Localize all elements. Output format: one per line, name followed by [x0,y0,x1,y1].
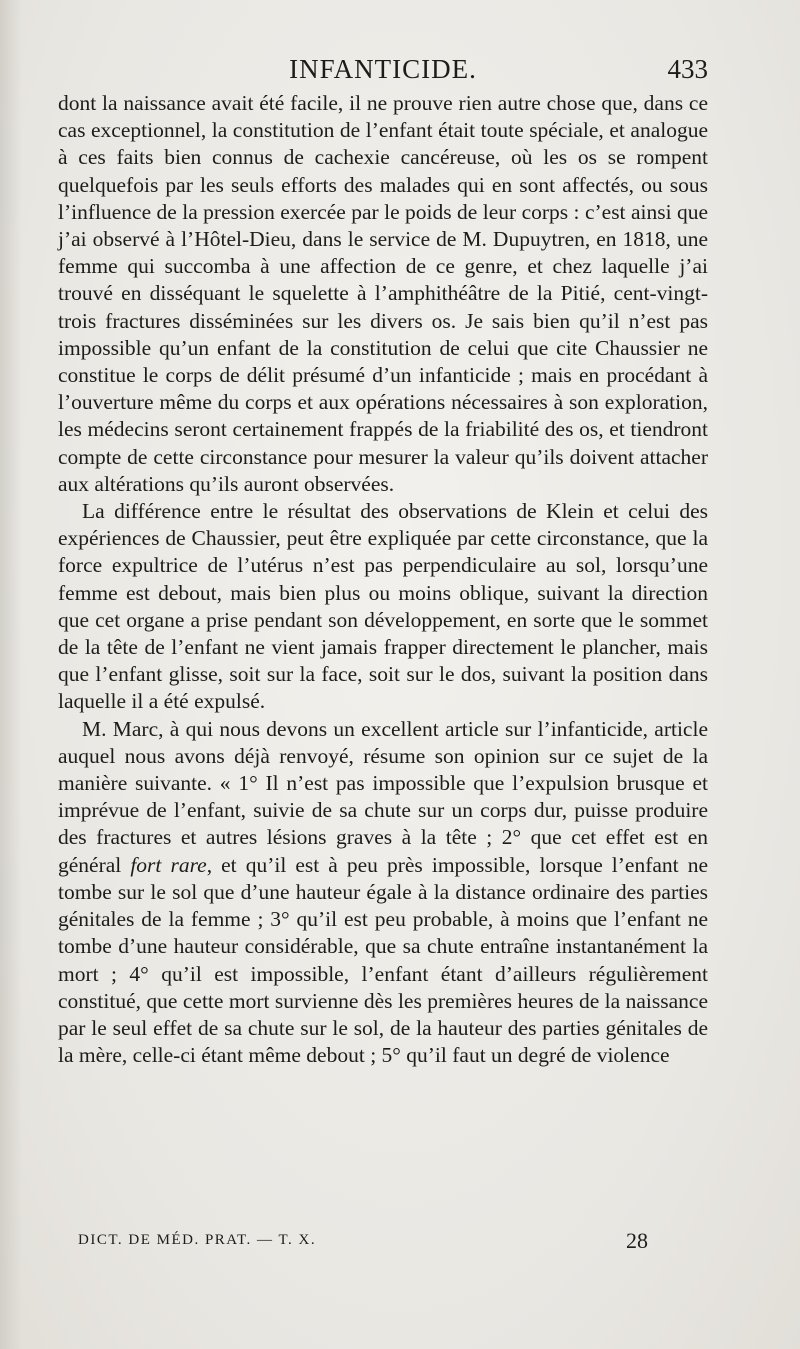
text-segment: , et qu’il est à peu près impossible, lorsque l’enfant ne tombe sur le sol que d’une hauteur égale à la distance ordinaire des parties génitales de la femme ; 3° qu’il est peu probable, à moins que l’enfant ne tombe d’une hauteur considérable, que sa chute entraîne instantanément la mort ; 4° qu’il est impossible, l’enfant étant d’ailleurs régulièrement constitué, que cette mort survienne dès les premières heures de la naissance par le seul effet de sa chute sur le sol, de la hauteur des parties génitales de la mère, celle-ci étant même debout ; 5° qu’il faut un degré de violence [58,852,709,1068]
paragraph [58,90,708,498]
signature-number: 28 [626,1228,648,1253]
text-segment: M. Marc, à qui nous devons un excellent article sur l’infanticide, article auquel nous avons déjà renvoyé, résume son opinion sur ce sujet de la manière suivante. « 1° Il n’est pas impossible que l’expulsion brusque et imprévue de l’enfant, suivie de sa chute sur un corps dur, puisse produire des fractures et autres lésions graves à la tête ; 2° que cet effet est en général [58,716,708,877]
text-segment: dont la naissance avait été facile, il ne prouve rien autre chose que, dans ce cas exceptionnel, la constitution de l’enfant était toute spéciale, et analogue à ces faits bien connus de cachexie cancéreuse, où les os se rompent quelquefois par les seuls efforts des malades qui en sont affectés, ou sous l’influence de la pression exercée par le poids de leur corps : c’est ainsi que j’ai observé à l’Hôtel-Dieu, dans le service de M. Dupuytren, en 1818, une femme qui succomba à une affection de ce genre, et chez laquelle j’ai trouvé en disséquant le squelette à l’amphithéâtre de la Pitié, cent-vingt-trois fractures disséminées sur les divers os. Je sais bien qu’il n’est pas impossible qu’un enfant de la constitution de celui que cite Chaussier ne constitue le corps de délit présumé d’un infanticide ; mais en procédant à l’ouverture même du corps et aux opérations nécessaires à son exploration, les médecins seront certainement frappés de la friabilité des os, et tiendront compte de cette circonstance pour mesurer la valeur qu’ils doivent attacher aux altérations qu’ils auront observées. [58,91,708,496]
italic-text-segment: fort rare [130,852,207,877]
binding-gutter-shadow [0,0,22,1349]
page-number: 433 [667,54,708,84]
body-text [58,90,708,1069]
running-title: INFANTICIDE. [289,54,477,84]
signature-mark: DICT. DE MÉD. PRAT. — T. X. [78,1232,317,1248]
paragraph [58,498,708,716]
paragraph [58,716,708,1070]
page-footer [78,1228,648,1258]
running-head [58,52,708,86]
text-segment: La différence entre le résultat des observations de Klein et celui des expériences de Chaussier, peut être expliquée par cette circonstance, que la force expultrice de l’utérus n’est pas perpendiculaire au sol, lorsqu’une femme est debout, mais bien plus ou moins oblique, suivant la direction que cet organe a prise pendant son développement, en sorte que le sommet de la tête de l’enfant ne vient jamais frapper directement le plancher, mais que l’enfant glisse, soit sur la face, soit sur le dos, suivant la position dans laquelle il a été expulsé. [58,499,708,714]
